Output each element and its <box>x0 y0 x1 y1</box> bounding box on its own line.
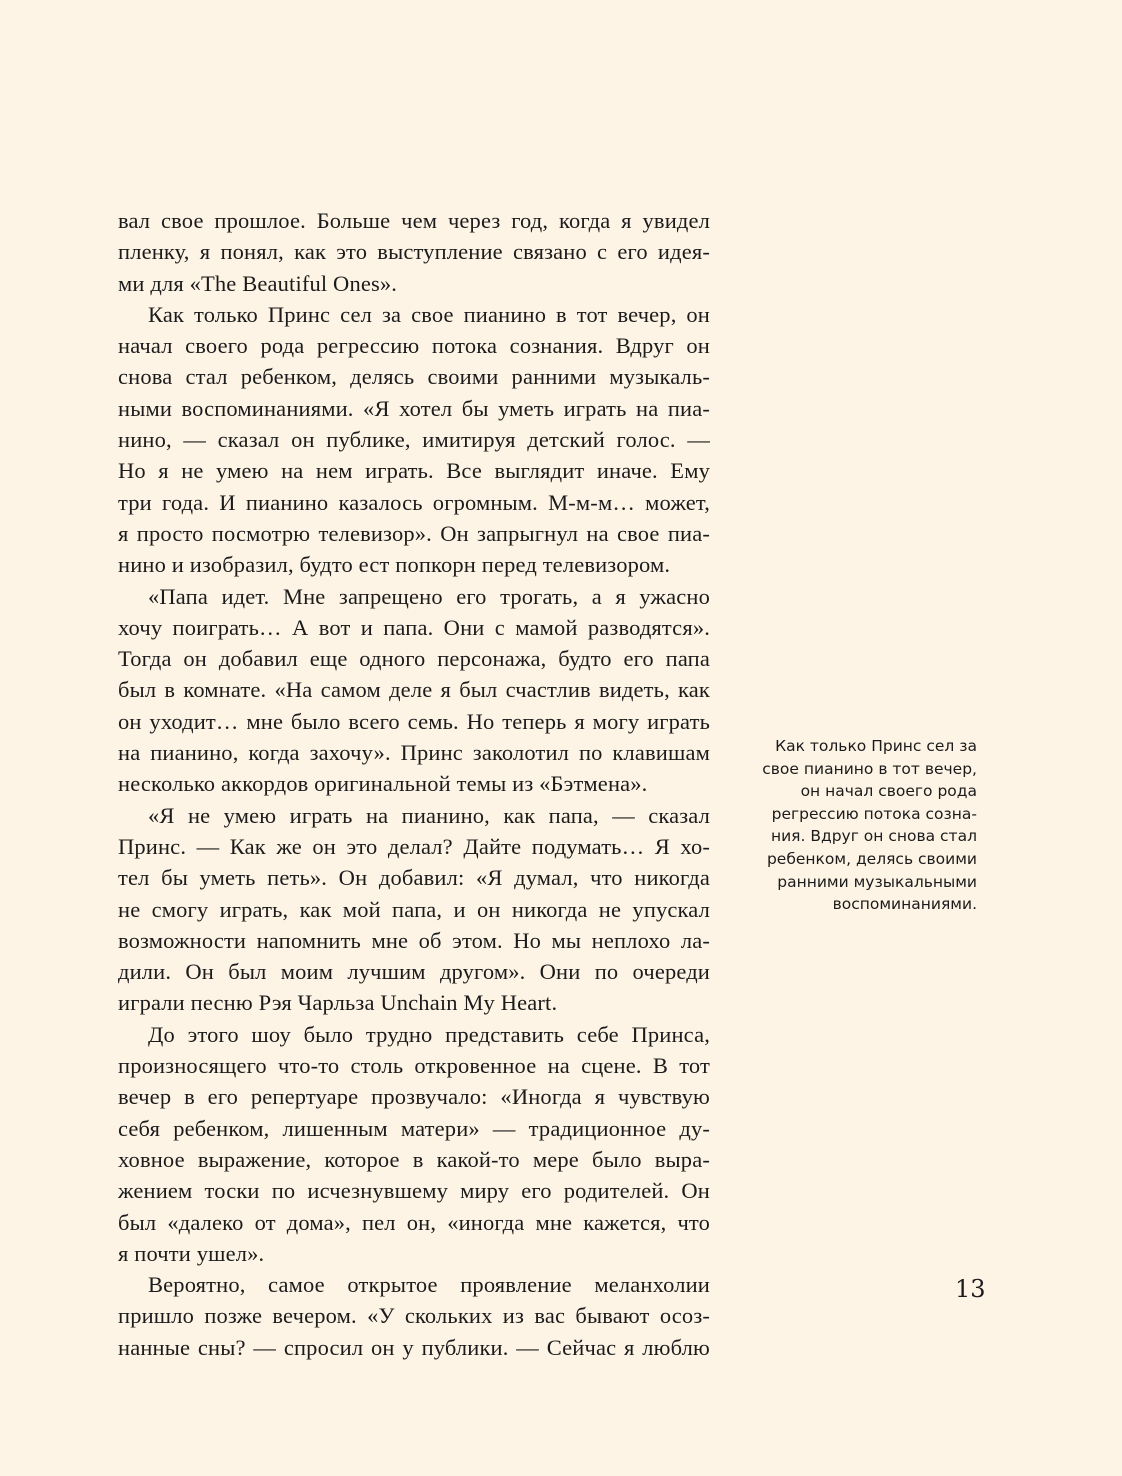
body-text <box>118 205 710 1363</box>
text-line: начал своего рода регрессию потока сознания. Вдруг он <box>118 333 710 359</box>
text-line: он уходит… мне было всего семь. Но теперь я могу играть <box>118 708 710 734</box>
pull-quote-line: регрессию потока созна- <box>771 804 977 823</box>
text-line: пленку, я понял, как это выступление связано с его идея- <box>118 239 710 265</box>
text-line: несколько аккордов оригинальной темы из «Бэтмена». <box>118 771 648 797</box>
text-line: «Папа идет. Мне запрещено его трогать, а я ужасно <box>148 583 710 609</box>
pull-quote-line: воспоминаниями. <box>832 895 977 914</box>
text-line: жением тоски по исчезнувшему миру его родителей. Он <box>118 1178 710 1204</box>
text-line: ми для «The Beautiful Ones». <box>118 270 398 296</box>
pull-quote-line: он начал своего рода <box>800 782 977 801</box>
text-line: До этого шоу было трудно представить себе Принса, <box>148 1021 710 1047</box>
pull-quote-line: Как только Принс сел за <box>775 737 977 755</box>
text-line: «Я не умею играть на пианино, как папа, — сказал <box>148 802 710 828</box>
text-line: нанные сны? — спросил он у публики. — Сейчас я люблю <box>118 1334 710 1360</box>
text-line: вал свое прошлое. Больше чем через год, когда я увидел <box>118 208 710 233</box>
text-line: Но я не умею на нем играть. Все выглядит иначе. Ему <box>118 458 710 484</box>
text-line: себя ребенком, лишенным матери» — традиционное ду- <box>118 1115 710 1141</box>
text-line: ными воспоминаниями. «Я хотел бы уметь играть на пиа- <box>118 395 710 421</box>
pull-quote-line: ранними музыкальными <box>777 872 977 891</box>
paragraph <box>118 205 710 299</box>
text-line: возможности напомнить мне об этом. Но мы неплохо ла- <box>118 927 710 953</box>
text-line: был в комнате. «На самом деле я был счастлив видеть, как <box>118 677 710 703</box>
text-line: пришло позже вечером. «У скольких из вас бывают осоз- <box>118 1303 710 1329</box>
text-line: произносящего что-то столь откровенное на сцене. В тот <box>118 1053 710 1079</box>
text-line: нино и изобразил, будто ест попкорн перед телевизором. <box>118 552 671 578</box>
pull-quote <box>737 735 977 916</box>
text-line: вечер в его репертуаре прозвучало: «Иногда я чувствую <box>118 1084 710 1110</box>
text-line: Как только Принс сел за свое пианино в тот вечер, он <box>148 301 710 327</box>
text-line: тел бы уметь петь». Он добавил: «Я думал, что никогда <box>118 865 710 891</box>
text-line: три года. И пианино казалось огромным. М-м-м… может, <box>118 489 710 515</box>
text-line: был «далеко от дома», пел он, «иногда мне кажется, что <box>118 1209 710 1235</box>
text-line: не смогу играть, как мой папа, и он никогда не упускал <box>118 896 710 922</box>
paragraph <box>118 299 710 581</box>
text-line: ховное выражение, которое в какой-то мере было выра- <box>118 1146 710 1172</box>
page-number: 13 <box>955 1275 986 1303</box>
paragraph <box>118 581 710 800</box>
text-line: хочу поиграть… А вот и папа. Они с мамой разводятся». <box>118 614 710 640</box>
paragraph <box>118 1019 710 1269</box>
text-line: дили. Он был моим лучшим другом». Они по очереди <box>118 959 710 985</box>
text-line: нино, — сказал он публике, имитируя детский голос. — <box>118 427 710 453</box>
text-line: Принс. — Как же он это делал? Дайте подумать… Я хо- <box>118 833 710 859</box>
text-line: на пианино, когда захочу». Принс заколотил по клавишам <box>118 740 710 766</box>
pull-quote-line: ния. Вдруг он снова стал <box>770 827 977 846</box>
text-line: Вероятно, самое открытое проявление меланхолии <box>148 1272 710 1298</box>
text-line: я просто посмотрю телевизор». Он запрыгнул на свое пиа- <box>118 520 710 546</box>
text-line: Тогда он добавил еще одного персонажа, будто его папа <box>118 646 710 672</box>
pull-quote-line: ребенком, делясь своими <box>766 849 977 868</box>
pull-quote-line: свое пианино в тот вечер, <box>762 759 977 778</box>
text-line: я почти ушел». <box>118 1240 265 1266</box>
text-line: играли песню Рэя Чарльза Unchain My Heart. <box>118 990 558 1016</box>
text-line: снова стал ребенком, делясь своими ранними музыкаль- <box>118 364 710 390</box>
paragraph <box>118 800 710 1019</box>
paragraph <box>118 1269 710 1363</box>
